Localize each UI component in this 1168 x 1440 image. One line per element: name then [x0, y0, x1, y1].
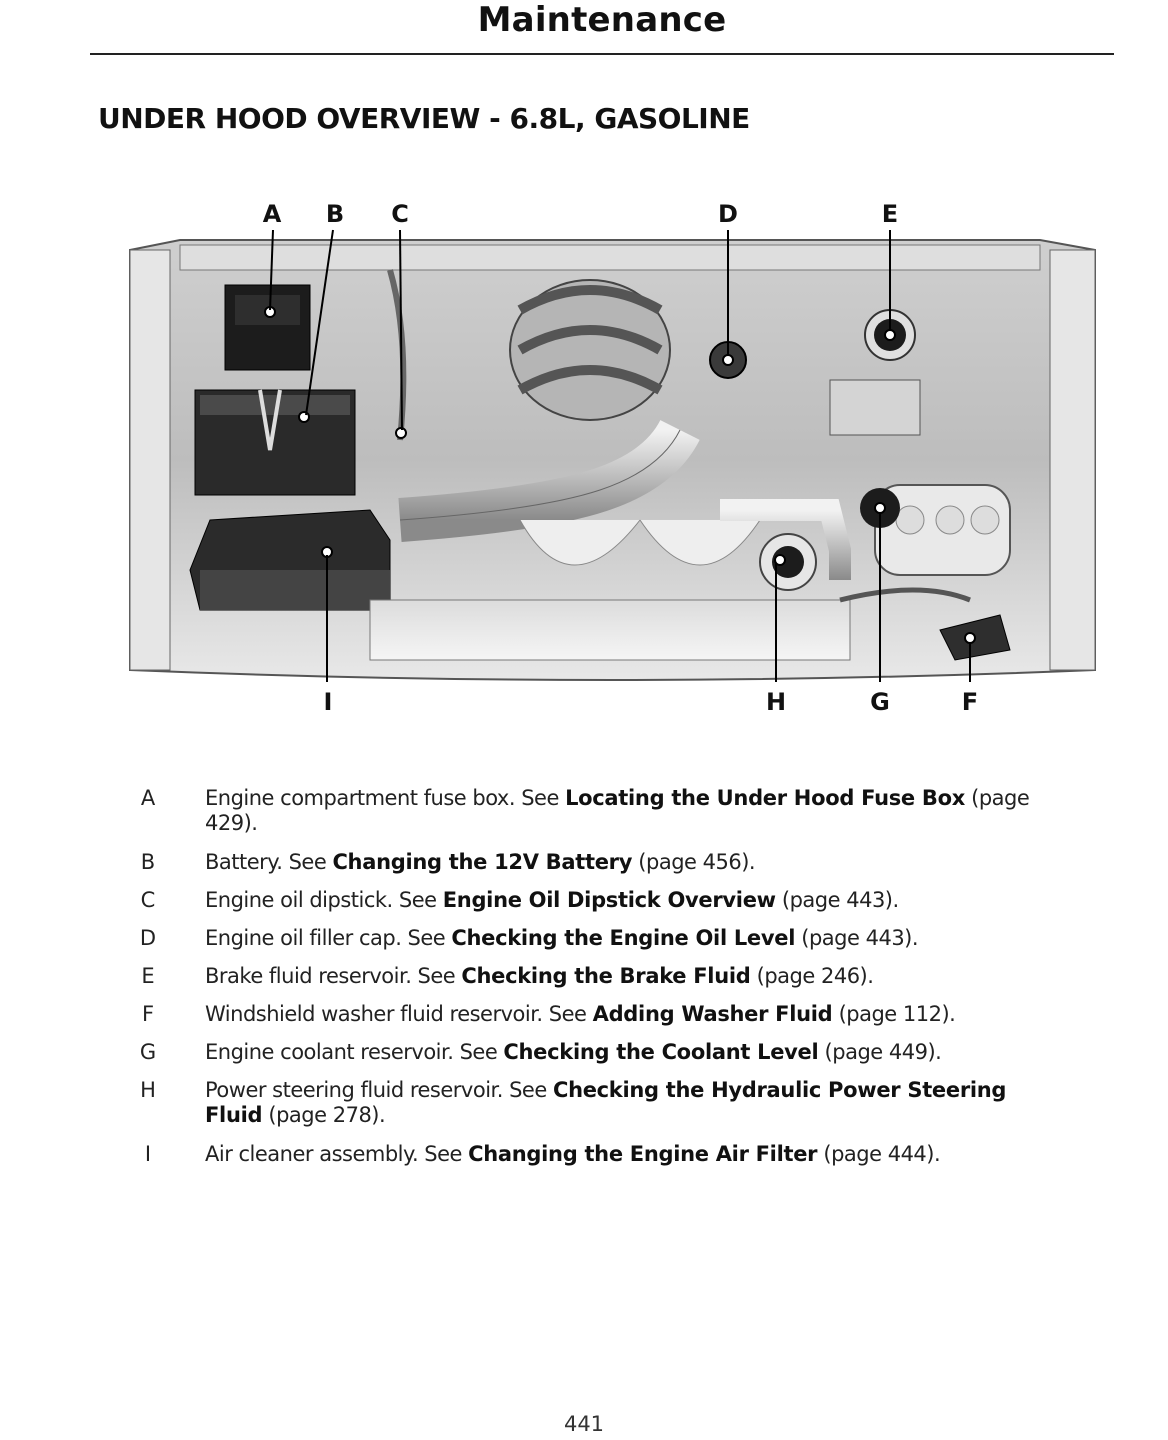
- callout-label-g: G: [870, 688, 890, 716]
- legend-letter: E: [141, 964, 155, 988]
- page-header-title: Maintenance: [477, 0, 727, 40]
- legend-letter: F: [141, 1002, 155, 1026]
- legend-letter: B: [140, 850, 156, 874]
- callout-label-i: I: [323, 688, 333, 716]
- legend-description: Power steering fluid reservoir. See Checking the Hydraulic Power Steering Fluid (page 278).: [205, 1078, 1007, 1127]
- legend-description: Engine coolant reservoir. See Checking the Coolant Level (page 449).: [205, 1040, 942, 1064]
- page-number: 441: [563, 1412, 605, 1436]
- cross-reference-link[interactable]: Checking the Hydraulic Power Steering: [552, 1078, 1007, 1102]
- cross-reference-link[interactable]: Engine Oil Dipstick Overview: [442, 888, 776, 912]
- cross-reference-link[interactable]: Checking the Brake Fluid: [461, 964, 751, 988]
- cross-reference-link[interactable]: Changing the 12V Battery: [332, 850, 633, 874]
- section-title: UNDER HOOD OVERVIEW - 6.8L, GASOLINE: [98, 102, 750, 135]
- cross-reference-link[interactable]: Changing the Engine Air Filter: [468, 1142, 818, 1166]
- legend-description: Engine oil dipstick. See Engine Oil Dipstick Overview (page 443).: [205, 888, 899, 912]
- callout-label-f: F: [961, 688, 979, 716]
- legend-description: Engine compartment fuse box. See Locating the Under Hood Fuse Box (page 429).: [205, 786, 1030, 835]
- legend-description: Engine oil filler cap. See Checking the Engine Oil Level (page 443).: [205, 926, 919, 950]
- cross-reference-link-continued[interactable]: Fluid: [205, 1103, 263, 1127]
- legend-letter: C: [140, 888, 156, 912]
- callout-label-h: H: [765, 688, 787, 716]
- header-divider: [90, 53, 1114, 55]
- cross-reference-link[interactable]: Checking the Coolant Level: [503, 1040, 819, 1064]
- callout-label-d: D: [718, 200, 738, 228]
- legend-letter: I: [144, 1142, 152, 1166]
- cross-reference-link[interactable]: Locating the Under Hood Fuse Box: [565, 786, 965, 810]
- legend-description: Air cleaner assembly. See Changing the Engine Air Filter (page 444).: [205, 1142, 941, 1166]
- engine-bay-drawing: [120, 190, 1100, 720]
- cross-reference-link[interactable]: Checking the Engine Oil Level: [451, 926, 796, 950]
- legend-letter: D: [139, 926, 157, 950]
- engine-bay-illustration: [120, 190, 1100, 720]
- legend-letter: H: [140, 1078, 156, 1102]
- legend-description: Windshield washer fluid reservoir. See Adding Washer Fluid (page 112).: [205, 1002, 956, 1026]
- callout-label-e: E: [881, 200, 899, 228]
- callout-label-c: C: [391, 200, 409, 228]
- callout-label-b: B: [325, 200, 345, 228]
- legend-description: Battery. See Changing the 12V Battery (page 456).: [205, 850, 756, 874]
- legend-letter: A: [140, 786, 156, 810]
- callout-label-a: A: [262, 200, 282, 228]
- legend-letter: G: [139, 1040, 157, 1064]
- legend-description: Brake fluid reservoir. See Checking the Brake Fluid (page 246).: [205, 964, 874, 988]
- cross-reference-link[interactable]: Adding Washer Fluid: [592, 1002, 833, 1026]
